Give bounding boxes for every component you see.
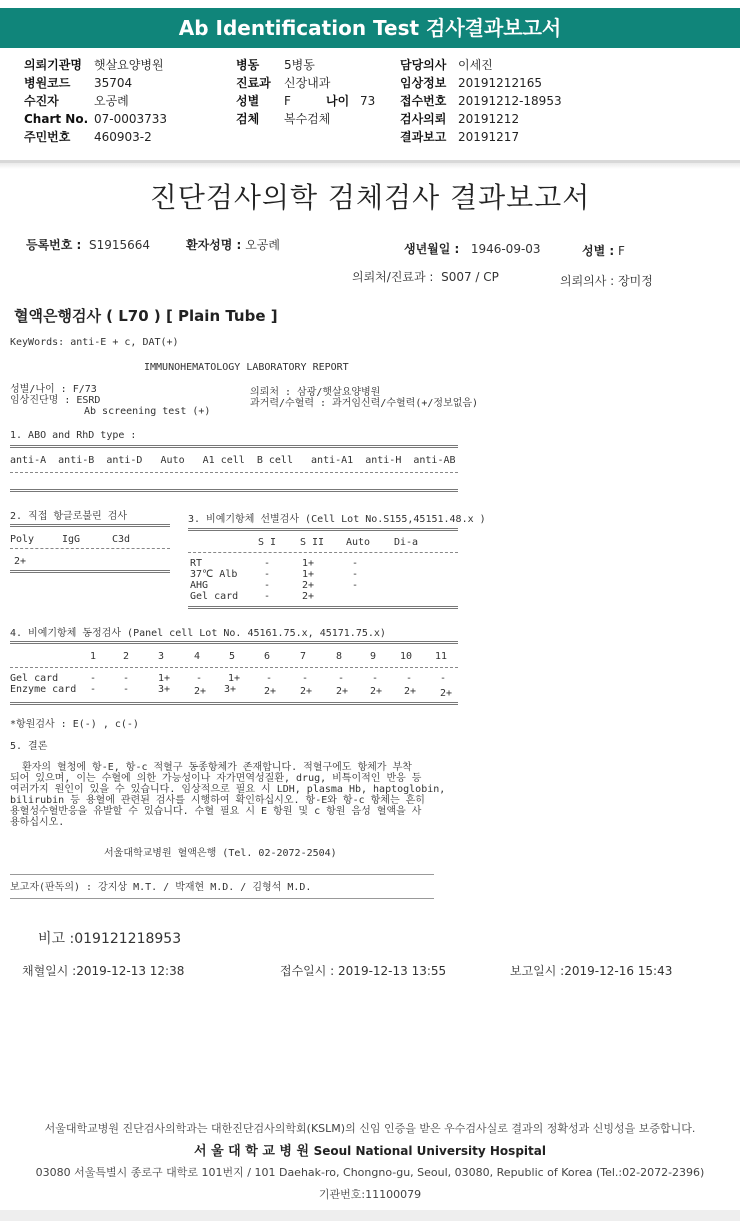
conclusion-line: 용하십시오. xyxy=(10,817,65,828)
dat-header-poly: Poly xyxy=(10,534,35,545)
panel-header: 6 xyxy=(264,651,271,662)
panel-cell: 2+ xyxy=(194,686,207,697)
dat-value: 2+ xyxy=(14,556,27,567)
panel-cell: 2+ xyxy=(264,686,277,697)
conclusion-line: 되어 있으며, 이는 수혈에 의한 가능성이나 자가면역성질환, drug, 비특이적인 반응 등 xyxy=(10,773,422,784)
screening-section-title: 3. 비예기항체 선별검사 (Cell Lot No.S155,45151.48.x ) xyxy=(188,514,486,525)
panel-header: 3 xyxy=(158,651,165,662)
dat-header-igg: IgG xyxy=(62,534,81,545)
field-value: 5병동 xyxy=(284,58,315,72)
panel-cell: - xyxy=(196,673,203,684)
summary-row xyxy=(400,92,562,110)
field-label: 진료과 xyxy=(236,76,271,90)
ab-screening: Ab screening test (+) xyxy=(84,406,211,417)
double-rule xyxy=(10,489,458,492)
screen-row-label: AHG xyxy=(190,580,209,591)
double-rule xyxy=(188,606,458,609)
screen-cell: - xyxy=(264,569,271,580)
department xyxy=(352,268,499,285)
sex-age: 성별/나이 : F/73 xyxy=(10,384,97,395)
summary-row xyxy=(400,110,562,128)
name-label: 환자성명 : xyxy=(186,238,242,252)
field-label: 검사의뢰 xyxy=(400,112,447,126)
dob-value: 1946-09-03 xyxy=(470,242,541,256)
summary-col-3 xyxy=(400,56,562,146)
screen-row-label: 37℃ Alb xyxy=(190,569,238,580)
conclusion-title: 5. 결론 xyxy=(10,741,48,752)
single-rule xyxy=(10,548,170,549)
field-label: 병동 xyxy=(236,58,260,72)
summary-row xyxy=(236,110,375,128)
panel-cell: 2+ xyxy=(370,686,383,697)
conclusion-line: 환자의 혈청에 항-E, 항-c 적혈구 동종항체가 존재합니다. 적혈구에도 항체가 부착 xyxy=(10,762,412,773)
divider-shadow xyxy=(0,163,740,169)
field-label: 임상정보 xyxy=(400,76,447,90)
hospital-name-en: Seoul National University Hospital xyxy=(313,1144,546,1158)
screen-cell: - xyxy=(352,558,359,569)
dob-label: 생년월일 : xyxy=(404,242,460,256)
antigen-test: *항원검사 : E(-) , c(-) xyxy=(10,719,139,730)
summary-row xyxy=(400,128,562,146)
field-value: 460903-2 xyxy=(94,130,152,144)
summary-row xyxy=(24,92,167,110)
dept-label: 의뢰처/진료과 : xyxy=(352,270,434,284)
referring-doctor xyxy=(560,272,653,289)
panel-header: 7 xyxy=(300,651,307,662)
field-label: 주민번호 xyxy=(24,130,71,144)
field-label: 성별 xyxy=(236,94,260,108)
field-label: 의뢰기관명 xyxy=(24,58,82,72)
screen-header-s1: S I xyxy=(258,537,277,548)
summary-row xyxy=(400,56,562,74)
history: 과거력/수혈력 : 과거임신력/수혈력(+/정보없음) xyxy=(250,398,479,409)
field-value: 오공례 xyxy=(94,94,129,108)
field-label: 결과보고 xyxy=(400,130,447,144)
birth-date xyxy=(404,240,541,257)
panel-header: 11 xyxy=(435,651,448,662)
double-rule xyxy=(10,524,170,527)
field-label: 수진자 xyxy=(24,94,59,108)
field-value: F xyxy=(284,94,291,108)
panel-cell: - xyxy=(372,673,379,684)
double-rule xyxy=(10,702,458,705)
summary-col-2 xyxy=(236,56,375,128)
panel-cell: 2+ xyxy=(440,688,453,699)
double-rule xyxy=(10,445,458,448)
panel-cell: - xyxy=(266,673,273,684)
panel-header: 1 xyxy=(90,651,97,662)
diagnosis: 임상진단명 : ESRD xyxy=(10,395,101,406)
screen-cell: 1+ xyxy=(302,558,315,569)
field-label: 접수번호 xyxy=(400,94,447,108)
dat-section-title: 2. 직접 항글로불린 검사 xyxy=(10,511,128,522)
panel-cell: 3+ xyxy=(158,684,171,695)
single-rule xyxy=(10,874,434,875)
field-value: 햇살요양병원 xyxy=(94,58,164,72)
keywords: KeyWords: anti-E + c, DAT(+) xyxy=(10,337,179,348)
summary-col-1 xyxy=(24,56,167,146)
dat-header-c3d: C3d xyxy=(112,534,131,545)
conclusion-line: bilirubin 등 용혈에 관련된 검사를 시행하여 확인하십시오. 항-E와 항-c 항체는 흔히 xyxy=(10,795,425,806)
report-datetime: 보고일시 :2019-12-16 15:43 xyxy=(510,964,673,978)
field-value: 35704 xyxy=(94,76,133,90)
screen-header-auto: Auto xyxy=(346,537,371,548)
panel-cell: - xyxy=(338,673,345,684)
screen-row-label: RT xyxy=(190,558,203,569)
panel-header: 9 xyxy=(370,651,377,662)
abo-section-title: 1. ABO and RhD type : xyxy=(10,430,137,441)
panel-cell: - xyxy=(123,684,130,695)
reg-value: S1915664 xyxy=(89,238,151,252)
dept-value: S007 / CP xyxy=(441,270,499,284)
panel-cell: 1+ xyxy=(158,673,171,684)
hospital-name-kr: 서 울 대 학 교 병 원 xyxy=(194,1144,310,1159)
screen-header-dia: Di-a xyxy=(394,537,419,548)
field-label: 검체 xyxy=(236,112,260,126)
field-value: 이세진 xyxy=(458,58,493,72)
doctor-value: 장미정 xyxy=(618,274,653,288)
doctor-label: 의뢰의사 : xyxy=(560,274,615,288)
screen-cell: - xyxy=(352,580,359,591)
patient-name xyxy=(186,236,280,253)
panel-cell: - xyxy=(440,673,447,684)
bottom-bar xyxy=(0,1210,740,1221)
panel-header: 2 xyxy=(123,651,130,662)
field-value: 복수검체 xyxy=(284,112,331,126)
panel-header: 4 xyxy=(194,651,201,662)
panel-cell: - xyxy=(90,673,97,684)
report-header-title: Ab Identification Test 검사결과보고서 xyxy=(0,8,740,48)
registration-number xyxy=(26,236,150,253)
organization-code: 기관번호:11100079 xyxy=(318,1188,422,1201)
panel-row-label: Enzyme card xyxy=(10,684,77,695)
screen-row-label: Gel card xyxy=(190,591,239,602)
name-value: 오공례 xyxy=(245,238,280,252)
screen-cell: - xyxy=(264,580,271,591)
field-value: 20191212 xyxy=(458,112,520,126)
screen-cell: 2+ xyxy=(302,591,315,602)
double-rule xyxy=(10,641,458,644)
remark-label: 비고 : xyxy=(38,931,75,947)
collection-datetime: 채혈일시 :2019-12-13 12:38 xyxy=(22,964,185,978)
panel-cell: 2+ xyxy=(404,686,417,697)
panel-cell: 2+ xyxy=(300,686,313,697)
summary-row xyxy=(236,92,375,110)
sex-value: F xyxy=(618,244,625,258)
panel-header: 5 xyxy=(229,651,236,662)
panel-cell: 2+ xyxy=(336,686,349,697)
field-label: 병원코드 xyxy=(24,76,71,90)
field-label: 담당의사 xyxy=(400,58,447,72)
panel-cell: - xyxy=(406,673,413,684)
referrer: 의뢰처 : 삼광/햇살요양병원 xyxy=(250,387,381,398)
screen-cell: 1+ xyxy=(302,569,315,580)
sex-label: 성별 : xyxy=(582,244,615,258)
panel-cell: - xyxy=(302,673,309,684)
screen-cell: 2+ xyxy=(302,580,315,591)
summary-row xyxy=(24,110,167,128)
field-value: 20191217 xyxy=(458,130,520,144)
hospital-address: 03080 서울특별시 종로구 대학로 101번지 / 101 Daehak-ro, Chongno-gu, Seoul, 03080, Republic of Korea (Tel.:02-2072-2396) xyxy=(35,1166,705,1179)
panel-header: 10 xyxy=(400,651,413,662)
panel-row-label: Gel card xyxy=(10,673,59,684)
receipt-datetime: 접수일시 : 2019-12-13 13:55 xyxy=(280,964,447,978)
summary-row xyxy=(236,74,375,92)
field-label: Chart No. xyxy=(24,112,89,126)
double-rule xyxy=(188,528,458,531)
conclusion-line: 용혈성수혈반응을 유발할 수 있습니다. 수혈 필요 시 E 항원 및 c 항원 음성 혈액을 사 xyxy=(10,806,422,817)
screen-cell: - xyxy=(264,558,271,569)
remark-value: 019121218953 xyxy=(74,931,182,947)
summary-row xyxy=(24,128,167,146)
abo-headers: anti-A anti-B anti-D Auto A1 cell B cell anti-A1 anti-H anti-AB xyxy=(10,455,456,466)
reg-label: 등록번호 : xyxy=(26,238,82,252)
screen-cell: - xyxy=(352,569,359,580)
reporters: 보고자(판독의) : 강지상 M.T. / 박재현 M.D. / 김형석 M.D. xyxy=(10,882,312,893)
field-value: 20191212-18953 xyxy=(458,94,562,108)
conclusion-line: 여러가지 원인이 있을 수 있습니다. 임상적으로 필요 시 LDH, plasma Hb, haptoglobin, xyxy=(10,784,446,795)
panel-header: 8 xyxy=(336,651,343,662)
single-rule xyxy=(10,898,434,899)
panel-cell: 3+ xyxy=(224,684,237,695)
summary-row xyxy=(24,56,167,74)
age-label: 나이 xyxy=(326,94,350,108)
patient-sex xyxy=(582,242,625,259)
double-rule xyxy=(10,570,170,573)
single-rule xyxy=(10,667,458,668)
panel-cell: - xyxy=(90,684,97,695)
panel-section-title: 4. 비예기항체 동정검사 (Panel cell Lot No. 45161.75.x, 45171.75.x) xyxy=(10,628,386,639)
remark xyxy=(38,928,181,948)
age-value: 73 xyxy=(360,94,376,108)
summary-row xyxy=(400,74,562,92)
blood-bank-contact: 서울대학교병원 혈액은행 (Tel. 02-2072-2504) xyxy=(104,848,337,859)
section-title: 혈액은행검사 ( L70 ) [ Plain Tube ] xyxy=(14,307,278,325)
panel-cell: - xyxy=(123,673,130,684)
field-value: 20191212165 xyxy=(458,76,542,90)
single-rule xyxy=(188,552,458,553)
certification-note: 서울대학교병원 진단검사의학과는 대한진단검사의학회(KSLM)의 신임 인증을 받은 우수검사실로 결과의 정확성과 신빙성을 보증합니다. xyxy=(44,1122,696,1135)
panel-cell: 1+ xyxy=(228,673,241,684)
single-rule xyxy=(10,472,458,473)
field-value: 07-0003733 xyxy=(94,112,168,126)
summary-row xyxy=(24,74,167,92)
field-value: 신장내과 xyxy=(284,76,331,90)
screen-header-s2: S II xyxy=(300,537,325,548)
screen-cell: - xyxy=(264,591,271,602)
report-title: 진단검사의학 검체검사 결과보고서 xyxy=(149,181,591,214)
lab-report-title: IMMUNOHEMATOLOGY LABORATORY REPORT xyxy=(144,362,349,373)
summary-row xyxy=(236,56,375,74)
hospital-name xyxy=(0,1140,740,1159)
